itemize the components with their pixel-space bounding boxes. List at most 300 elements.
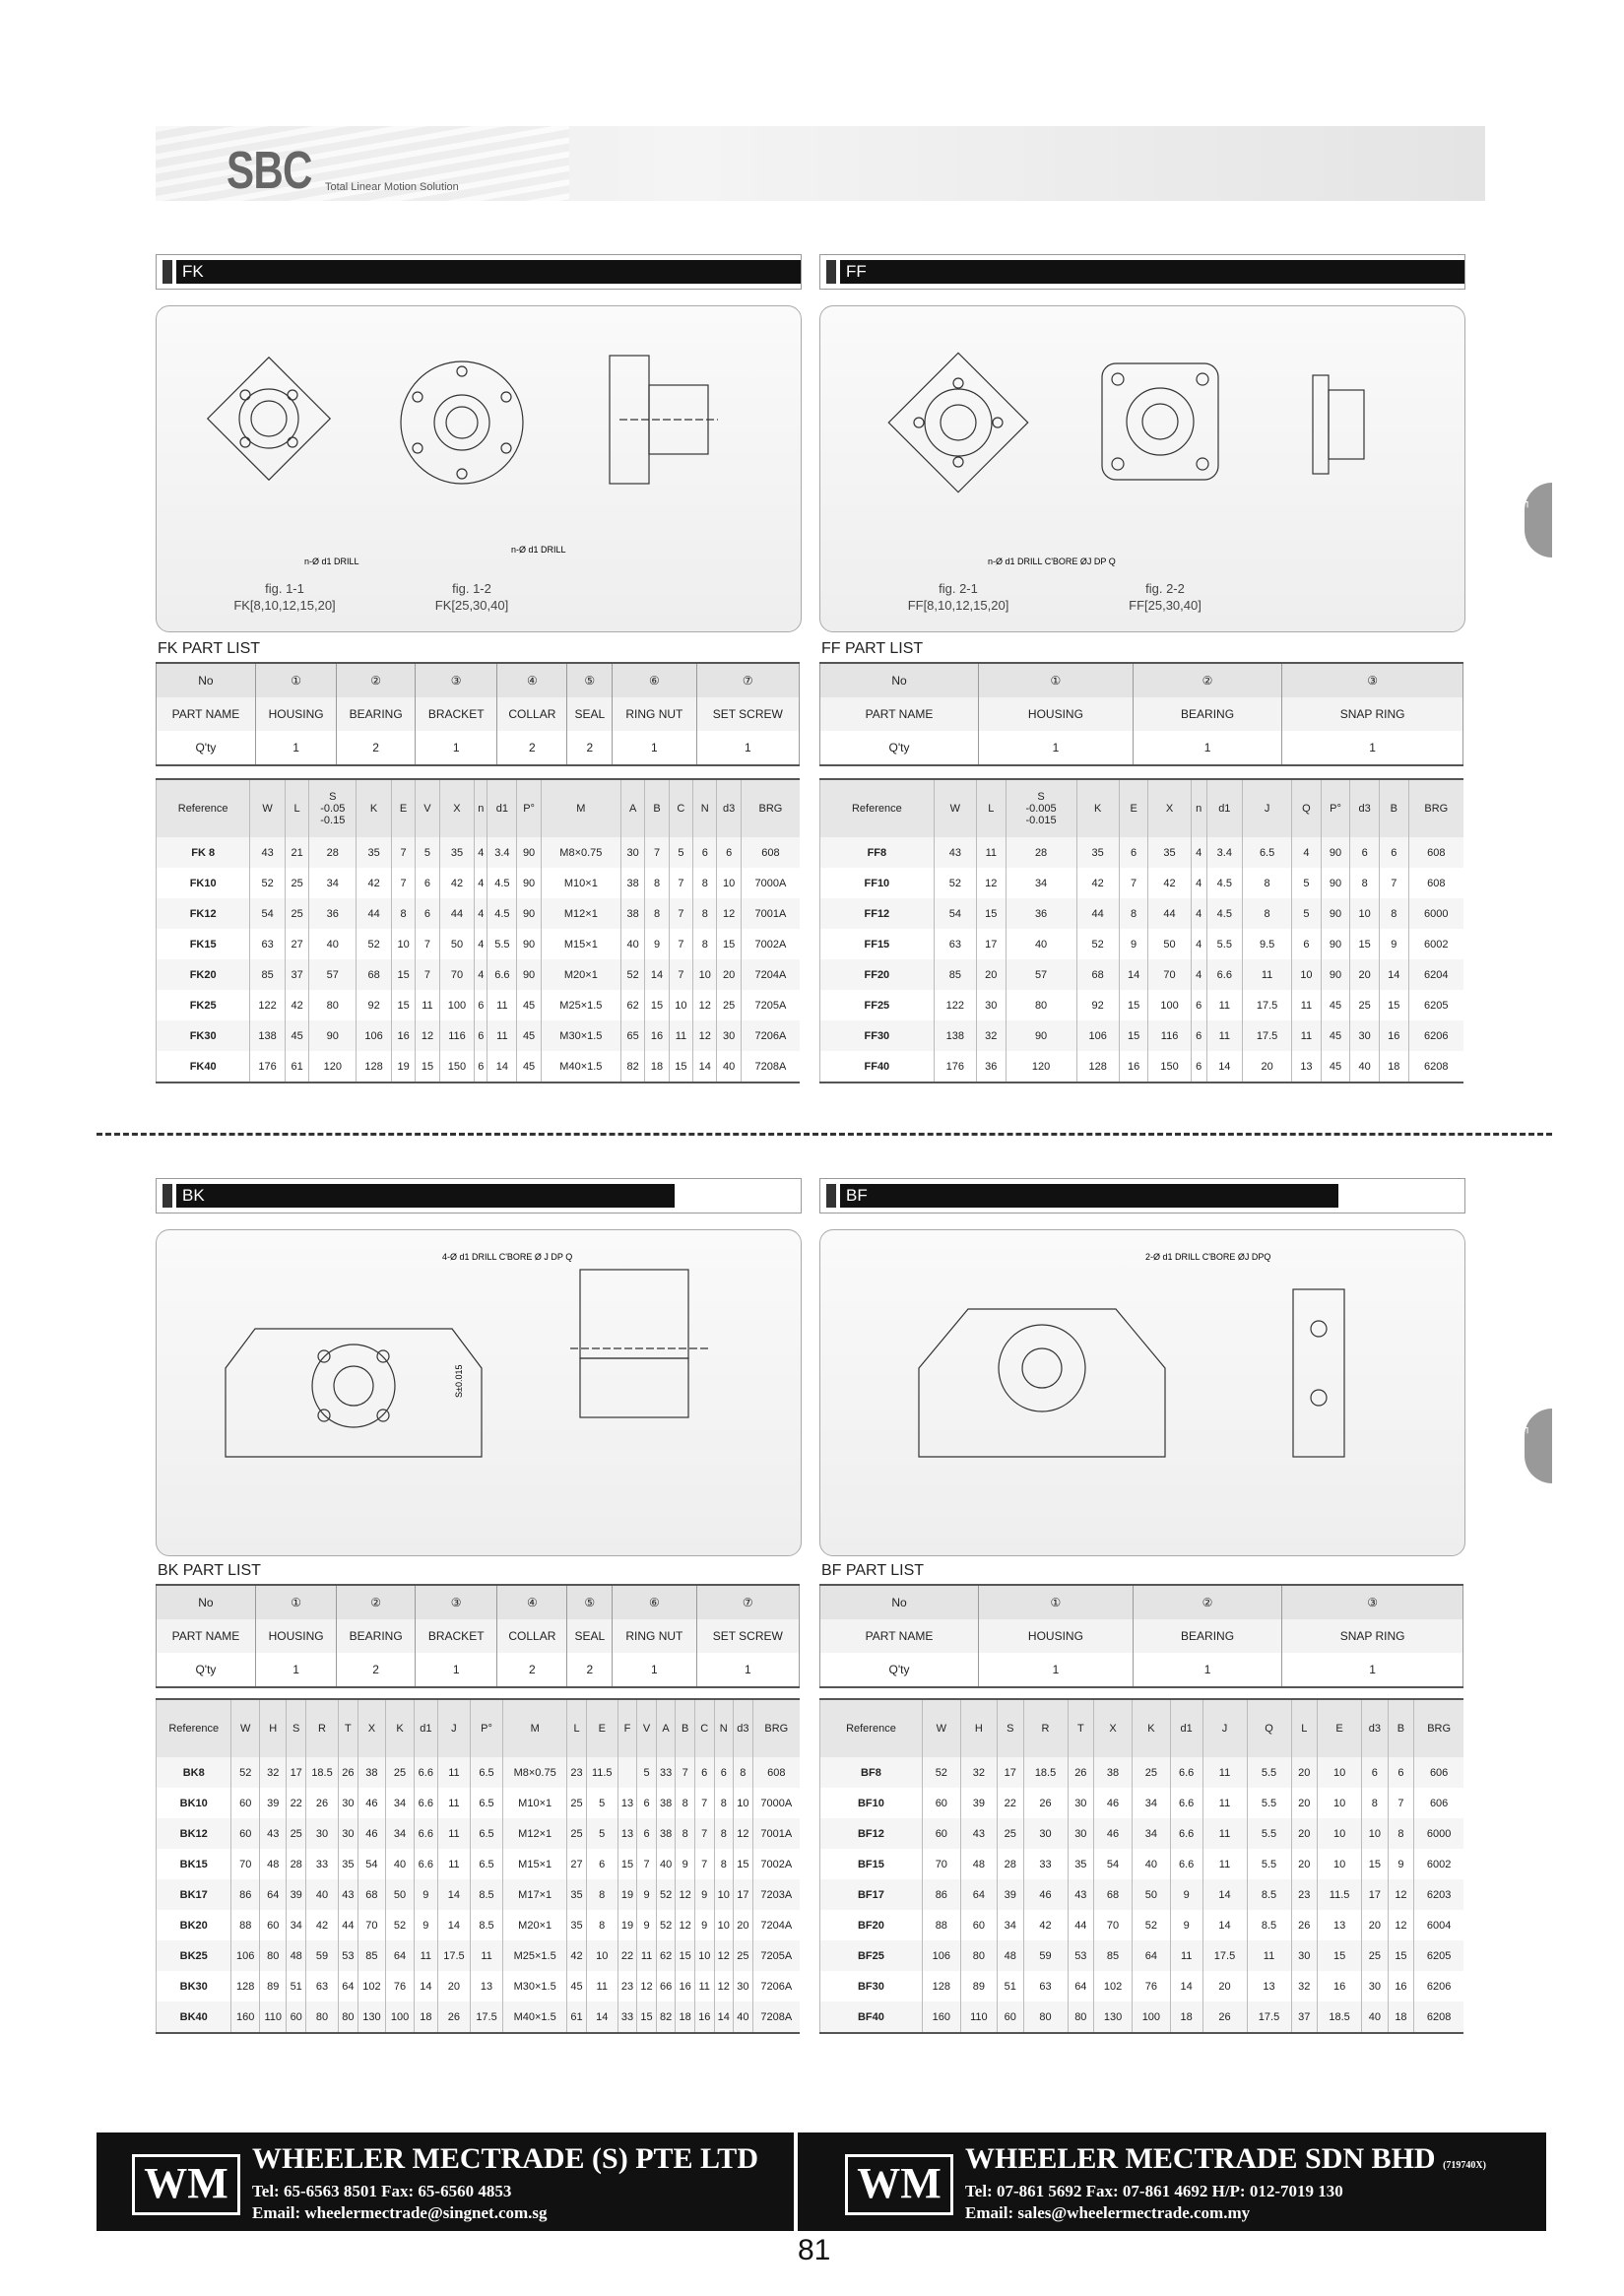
column-header: E xyxy=(1119,779,1148,837)
table-cell: 6.6 xyxy=(414,1757,437,1788)
table-cell: 53 xyxy=(339,1940,358,1971)
table-cell: 15 xyxy=(391,990,415,1020)
table-cell: 11 xyxy=(437,1757,470,1788)
table-row xyxy=(820,1788,1464,1818)
table-cell: 7 xyxy=(694,1788,714,1818)
table-cell: 20 xyxy=(1350,959,1380,990)
table-cell: 80 xyxy=(305,2001,338,2033)
table-cell: 11 xyxy=(669,1020,692,1051)
table-cell: M20×1 xyxy=(503,1910,567,1940)
table-cell: 8 xyxy=(586,1910,617,1940)
table-cell: 27 xyxy=(567,1849,587,1879)
column-header: S -0.005 -0.015 xyxy=(1006,779,1076,837)
table-cell: 40 xyxy=(305,1879,338,1910)
table-cell: 70 xyxy=(439,959,475,990)
table-cell: 46 xyxy=(1023,1879,1068,1910)
table-cell: 14 xyxy=(693,1051,717,1082)
table-cell: 52 xyxy=(922,1757,960,1788)
table-cell: 4 xyxy=(1292,837,1322,868)
table-row xyxy=(157,2001,801,2033)
table-cell: 34 xyxy=(997,1910,1023,1940)
table-cell: 34 xyxy=(287,1910,306,1940)
table-cell: 6.5 xyxy=(470,1849,502,1879)
table-cell: 7 xyxy=(669,898,692,929)
table-cell: 7 xyxy=(694,1849,714,1879)
table-cell: FF10 xyxy=(820,868,935,898)
table-cell: 12 xyxy=(1388,1910,1414,1940)
table-cell: 39 xyxy=(960,1788,997,1818)
company-email[interactable]: Email: wheelermectrade@singnet.com.sg xyxy=(252,2203,548,2222)
table-cell: 68 xyxy=(1076,959,1119,990)
table-cell: BK20 xyxy=(157,1910,231,1940)
table-cell: 7001A xyxy=(752,1818,800,1849)
table-cell: 608 xyxy=(1408,837,1463,868)
table-cell: 20 xyxy=(1243,1051,1292,1082)
table-cell: FF12 xyxy=(820,898,935,929)
table-cell: 34 xyxy=(1132,1788,1170,1818)
table-cell: 7 xyxy=(637,1849,657,1879)
column-header: n xyxy=(475,779,487,837)
table-cell: FK12 xyxy=(157,898,250,929)
table-row xyxy=(820,1757,1464,1788)
table-row xyxy=(157,1051,801,1082)
table-cell: 57 xyxy=(1006,959,1076,990)
table-cell: BF25 xyxy=(820,1940,923,1971)
table-cell: FF25 xyxy=(820,990,935,1020)
table-cell: 15 xyxy=(416,1051,439,1082)
table-cell: 6.5 xyxy=(470,1757,502,1788)
table-cell: 100 xyxy=(386,2001,415,2033)
table-cell: 80 xyxy=(339,2001,358,2033)
column-header: B xyxy=(1388,1699,1414,1757)
table-cell: 16 xyxy=(1379,1020,1408,1051)
table-cell: M25×1.5 xyxy=(541,990,620,1020)
table-cell: M10×1 xyxy=(541,868,620,898)
table-cell: 18 xyxy=(414,2001,437,2033)
table-cell: 5 xyxy=(586,1788,617,1818)
table-cell: 20 xyxy=(976,959,1006,990)
table-cell: 138 xyxy=(250,1020,286,1051)
table-cell: 64 xyxy=(386,1940,415,1971)
table-cell: 20 xyxy=(1291,1849,1318,1879)
table-cell: 60 xyxy=(960,1910,997,1940)
table-cell: 5.5 xyxy=(487,929,517,959)
table-cell: 17 xyxy=(976,929,1006,959)
table-cell: 20 xyxy=(1291,1788,1318,1818)
footer-singapore xyxy=(97,2132,806,2231)
column-header: S xyxy=(287,1699,306,1757)
table-cell: 14 xyxy=(1202,1910,1247,1940)
table-cell: 7205A xyxy=(752,1940,800,1971)
table-cell: 6002 xyxy=(1414,1849,1463,1879)
bf-drawing xyxy=(820,1230,1464,1555)
table-cell: FF30 xyxy=(820,1020,935,1051)
company-email[interactable]: Email: sales@wheelermectrade.com.my xyxy=(965,2203,1251,2222)
table-cell: 30 xyxy=(1023,1818,1068,1849)
table-cell: 106 xyxy=(357,1020,392,1051)
table-cell: FF15 xyxy=(820,929,935,959)
table-cell: 50 xyxy=(439,929,475,959)
fk-dimension-table xyxy=(156,778,800,1083)
table-cell: 50 xyxy=(1148,929,1191,959)
column-header: X xyxy=(1094,1699,1133,1757)
table-cell: 11 xyxy=(1243,959,1292,990)
table-cell: 6 xyxy=(1191,990,1206,1020)
table-cell: 14 xyxy=(414,1971,437,2001)
table-cell: 11 xyxy=(1206,990,1242,1020)
table-cell: 80 xyxy=(260,1940,287,1971)
table-cell: 33 xyxy=(1023,1849,1068,1879)
table-cell: 45 xyxy=(567,1971,587,2001)
table-cell: 7206A xyxy=(741,1020,800,1051)
table-cell: 20 xyxy=(717,959,741,990)
table-cell: 7 xyxy=(391,837,415,868)
table-cell: 130 xyxy=(357,2001,386,2033)
table-cell: 9 xyxy=(1379,929,1408,959)
column-header: BRG xyxy=(752,1699,800,1757)
table-cell: 88 xyxy=(922,1910,960,1940)
table-cell: 25 xyxy=(287,1818,306,1849)
table-cell: 6 xyxy=(1379,837,1408,868)
bk-drawing xyxy=(157,1230,801,1555)
table-row: No ① ② ③ ④ ⑤ ⑥ ⑦ xyxy=(157,663,800,697)
table-cell: 8 xyxy=(693,868,717,898)
table-cell: 6.6 xyxy=(1206,959,1242,990)
table-row: PART NAME HOUSING BEARING SNAP RING xyxy=(820,697,1463,731)
column-header: d3 xyxy=(734,1699,753,1757)
table-cell: 30 xyxy=(1350,1020,1380,1051)
table-cell: 6205 xyxy=(1414,1940,1463,1971)
table-cell: 11.5 xyxy=(1318,1879,1362,1910)
table-cell: 26 xyxy=(1068,1757,1094,1788)
table-cell: 12 xyxy=(1388,1879,1414,1910)
table-cell: 18.5 xyxy=(305,1757,338,1788)
table-cell: 14 xyxy=(437,1879,470,1910)
table-cell: 44 xyxy=(1068,1910,1094,1940)
table-cell: 52 xyxy=(656,1879,676,1910)
table-cell: 52 xyxy=(231,1757,260,1788)
fk-figure xyxy=(156,305,802,632)
bk-section-header: BK xyxy=(156,1178,802,1214)
column-header: J xyxy=(1202,1699,1247,1757)
table-cell: 62 xyxy=(656,1940,676,1971)
table-cell: M8×0.75 xyxy=(541,837,620,868)
table-cell: 5.5 xyxy=(1247,1757,1291,1788)
table-cell: 60 xyxy=(287,2001,306,2033)
column-header: C xyxy=(694,1699,714,1757)
table-cell: 120 xyxy=(1006,1051,1076,1082)
column-header: n xyxy=(1191,779,1206,837)
ff-dimension-table xyxy=(819,778,1463,1083)
column-header: L xyxy=(976,779,1006,837)
table-cell: 42 xyxy=(1076,868,1119,898)
table-cell: 35 xyxy=(1076,837,1119,868)
table-cell: 6206 xyxy=(1414,1971,1463,2001)
table-cell: 46 xyxy=(357,1788,386,1818)
table-cell: 7 xyxy=(676,1757,695,1788)
table-cell: 35 xyxy=(339,1849,358,1879)
table-cell: 36 xyxy=(309,898,357,929)
column-header: W xyxy=(250,779,286,837)
table-cell: 9.5 xyxy=(1243,929,1292,959)
table-cell: 20 xyxy=(1362,1910,1389,1940)
table-cell: 8 xyxy=(1362,1788,1389,1818)
section-divider xyxy=(97,1133,1552,1136)
table-cell: 85 xyxy=(357,1940,386,1971)
table-cell: 64 xyxy=(1068,1971,1094,2001)
table-cell: 28 xyxy=(287,1849,306,1879)
column-header: F xyxy=(617,1699,637,1757)
table-row xyxy=(820,1940,1464,1971)
table-cell: 8 xyxy=(676,1788,695,1818)
table-cell: 14 xyxy=(714,2001,734,2033)
table-cell: 52 xyxy=(620,959,644,990)
table-cell: 50 xyxy=(386,1879,415,1910)
table-cell: 48 xyxy=(260,1849,287,1879)
table-cell: 86 xyxy=(922,1879,960,1910)
table-cell: 17.5 xyxy=(1243,1020,1292,1051)
column-header: S xyxy=(997,1699,1023,1757)
table-cell: 9 xyxy=(637,1910,657,1940)
table-cell: FK40 xyxy=(157,1051,250,1082)
table-cell: 70 xyxy=(1094,1910,1133,1940)
column-header: R xyxy=(1023,1699,1068,1757)
column-header: W xyxy=(934,779,976,837)
table-cell: 15 xyxy=(1362,1849,1389,1879)
table-cell: M15×1 xyxy=(541,929,620,959)
table-cell: 150 xyxy=(1148,1051,1191,1082)
table-cell: 12 xyxy=(676,1910,695,1940)
table-cell: 150 xyxy=(439,1051,475,1082)
table-cell: M30×1.5 xyxy=(541,1020,620,1051)
table-cell: 17.5 xyxy=(1243,990,1292,1020)
table-cell: 110 xyxy=(960,2001,997,2033)
column-header: E xyxy=(391,779,415,837)
table-cell: 15 xyxy=(391,959,415,990)
table-cell: 80 xyxy=(309,990,357,1020)
bk-drill-label: 4-Ø d1 DRILL C'BORE Ø J DP Q xyxy=(442,1252,573,1262)
table-row: No ① ② ③ xyxy=(820,1585,1463,1619)
table-cell: 128 xyxy=(357,1051,392,1082)
column-header: Reference xyxy=(157,779,250,837)
table-cell: 176 xyxy=(934,1051,976,1082)
table-cell: 32 xyxy=(960,1757,997,1788)
table-cell: 4.5 xyxy=(487,898,517,929)
table-row xyxy=(820,1879,1464,1910)
table-cell: 42 xyxy=(1023,1910,1068,1940)
table-cell: 6203 xyxy=(1414,1879,1463,1910)
table-cell: BK10 xyxy=(157,1788,231,1818)
table-cell: 70 xyxy=(357,1910,386,1940)
table-cell: 3.4 xyxy=(487,837,517,868)
table-cell: 52 xyxy=(656,1910,676,1940)
table-cell: 14 xyxy=(487,1051,517,1082)
ff-part-list-table xyxy=(819,662,1463,766)
company-name: WHEELER MECTRADE SDN BHD (719740X) xyxy=(965,2142,1486,2175)
table-cell: 14 xyxy=(1202,1879,1247,1910)
table-cell: 7203A xyxy=(752,1879,800,1910)
table-cell: BF10 xyxy=(820,1788,923,1818)
table-cell: 5.5 xyxy=(1247,1788,1291,1818)
table-cell: 608 xyxy=(752,1757,800,1788)
table-cell: 4 xyxy=(475,837,487,868)
table-cell: M8×0.75 xyxy=(503,1757,567,1788)
table-cell: 4 xyxy=(1191,898,1206,929)
table-cell: 8.5 xyxy=(470,1910,502,1940)
table-header-row xyxy=(820,779,1464,837)
table-cell: 22 xyxy=(617,1940,637,1971)
table-cell: 64 xyxy=(339,1971,358,2001)
table-cell: 6 xyxy=(1292,929,1322,959)
table-cell: 4.5 xyxy=(1206,868,1242,898)
table-cell: 45 xyxy=(517,1051,541,1082)
table-cell: 30 xyxy=(1291,1940,1318,1971)
fk-fig-1-2-caption: fig. 1-2 FK[25,30,40] xyxy=(434,581,509,613)
table-cell: 42 xyxy=(439,868,475,898)
brand-tagline: Total Linear Motion Solution xyxy=(325,181,459,193)
table-cell: 44 xyxy=(1076,898,1119,929)
table-cell: 9 xyxy=(1170,1879,1202,1910)
table-cell: 7001A xyxy=(741,898,800,929)
table-cell: 54 xyxy=(1094,1849,1133,1879)
header-banner xyxy=(156,126,1485,201)
table-row: PART NAME HOUSING BEARING BRACKET COLLAR SEAL RING NUT SET SCREW xyxy=(157,697,800,731)
table-cell: 25 xyxy=(997,1818,1023,1849)
table-cell: 8 xyxy=(714,1818,734,1849)
table-cell: 38 xyxy=(656,1818,676,1849)
table-cell: 128 xyxy=(231,1971,260,2001)
table-cell: 14 xyxy=(437,1910,470,1940)
table-cell: 7 xyxy=(669,868,692,898)
table-cell: BF30 xyxy=(820,1971,923,2001)
table-cell: M30×1.5 xyxy=(503,1971,567,2001)
column-header: V xyxy=(637,1699,657,1757)
table-cell: 4 xyxy=(1191,868,1206,898)
table-cell: 8 xyxy=(1350,868,1380,898)
table-cell: 11 xyxy=(416,990,439,1020)
table-cell: 46 xyxy=(357,1818,386,1849)
table-row xyxy=(820,1020,1464,1051)
table-cell: FK30 xyxy=(157,1020,250,1051)
column-header: W xyxy=(922,1699,960,1757)
table-cell: 70 xyxy=(922,1849,960,1879)
table-cell: 116 xyxy=(439,1020,475,1051)
table-cell: 10 xyxy=(1318,1818,1362,1849)
table-cell: 8.5 xyxy=(1247,1910,1291,1940)
table-cell: 15 xyxy=(637,2001,657,2033)
table-cell: 76 xyxy=(1132,1971,1170,2001)
table-cell: 5.5 xyxy=(1247,1849,1291,1879)
table-cell: 90 xyxy=(1321,898,1350,929)
table-cell: 6 xyxy=(586,1849,617,1879)
table-cell: FK25 xyxy=(157,990,250,1020)
table-cell: 61 xyxy=(567,2001,587,2033)
ff-section-header: FF xyxy=(819,254,1465,290)
table-cell: 30 xyxy=(620,837,644,868)
table-cell: 13 xyxy=(617,1788,637,1818)
column-header: BRG xyxy=(1408,779,1463,837)
table-cell: 34 xyxy=(386,1788,415,1818)
table-cell: 25 xyxy=(285,898,308,929)
table-cell: 5 xyxy=(669,837,692,868)
table-cell: 100 xyxy=(439,990,475,1020)
company-tel: Tel: 07-861 5692 Fax: 07-861 4692 H/P: 012-7019 130 xyxy=(965,2182,1343,2200)
table-row xyxy=(820,1818,1464,1849)
table-cell: 8 xyxy=(714,1849,734,1879)
table-cell: 15 xyxy=(669,1051,692,1082)
table-cell: 13 xyxy=(1318,1910,1362,1940)
table-cell: 40 xyxy=(1350,1051,1380,1082)
table-cell: 6 xyxy=(416,868,439,898)
table-cell: 86 xyxy=(231,1879,260,1910)
table-cell: 15 xyxy=(717,929,741,959)
table-cell: 39 xyxy=(997,1879,1023,1910)
table-cell: 17 xyxy=(1362,1879,1389,1910)
column-header: P° xyxy=(470,1699,502,1757)
ff-dims xyxy=(819,778,1463,1083)
table-cell: 32 xyxy=(976,1020,1006,1051)
table-cell: 4 xyxy=(1191,929,1206,959)
table-cell: 11 xyxy=(470,1940,502,1971)
table-cell: 12 xyxy=(976,868,1006,898)
table-cell: 608 xyxy=(1408,868,1463,898)
table-cell: 14 xyxy=(1119,959,1148,990)
brand-logo: SBC xyxy=(227,141,312,200)
table-cell: 11 xyxy=(487,1020,517,1051)
table-cell: 6.6 xyxy=(487,959,517,990)
table-cell xyxy=(617,1757,637,1788)
table-cell: BF17 xyxy=(820,1879,923,1910)
table-cell: 6 xyxy=(475,1051,487,1082)
table-cell: 50 xyxy=(1132,1879,1170,1910)
table-cell: 45 xyxy=(285,1020,308,1051)
table-cell: 28 xyxy=(997,1849,1023,1879)
table-cell: 90 xyxy=(309,1020,357,1051)
table-cell: 9 xyxy=(414,1910,437,1940)
table-cell: 90 xyxy=(1321,959,1350,990)
table-cell: 26 xyxy=(1202,2001,1247,2033)
table-cell: 17 xyxy=(734,1879,753,1910)
table-cell: 122 xyxy=(934,990,976,1020)
table-cell: 62 xyxy=(620,990,644,1020)
table-cell: 9 xyxy=(694,1910,714,1940)
table-row xyxy=(157,1757,801,1788)
table-cell: 6 xyxy=(693,837,717,868)
table-cell: 122 xyxy=(250,990,286,1020)
column-header: X xyxy=(357,1699,386,1757)
column-header: E xyxy=(1318,1699,1362,1757)
table-cell: FK15 xyxy=(157,929,250,959)
table-row xyxy=(157,1910,801,1940)
table-cell: 52 xyxy=(250,868,286,898)
table-cell: 48 xyxy=(287,1940,306,1971)
table-cell: 52 xyxy=(934,868,976,898)
table-cell: BK8 xyxy=(157,1757,231,1788)
table-cell: 10 xyxy=(1318,1757,1362,1788)
table-cell: 12 xyxy=(717,898,741,929)
table-cell: 15 xyxy=(1318,1940,1362,1971)
table-cell: FF8 xyxy=(820,837,935,868)
table-cell: 22 xyxy=(287,1788,306,1818)
table-cell: 10 xyxy=(1362,1818,1389,1849)
table-cell: 52 xyxy=(1076,929,1119,959)
table-cell: 6205 xyxy=(1408,990,1463,1020)
table-cell: 11 xyxy=(637,1940,657,1971)
table-cell: 6004 xyxy=(1414,1910,1463,1940)
table-cell: 4 xyxy=(1191,959,1206,990)
table-row xyxy=(820,898,1464,929)
table-cell: 8 xyxy=(645,868,669,898)
